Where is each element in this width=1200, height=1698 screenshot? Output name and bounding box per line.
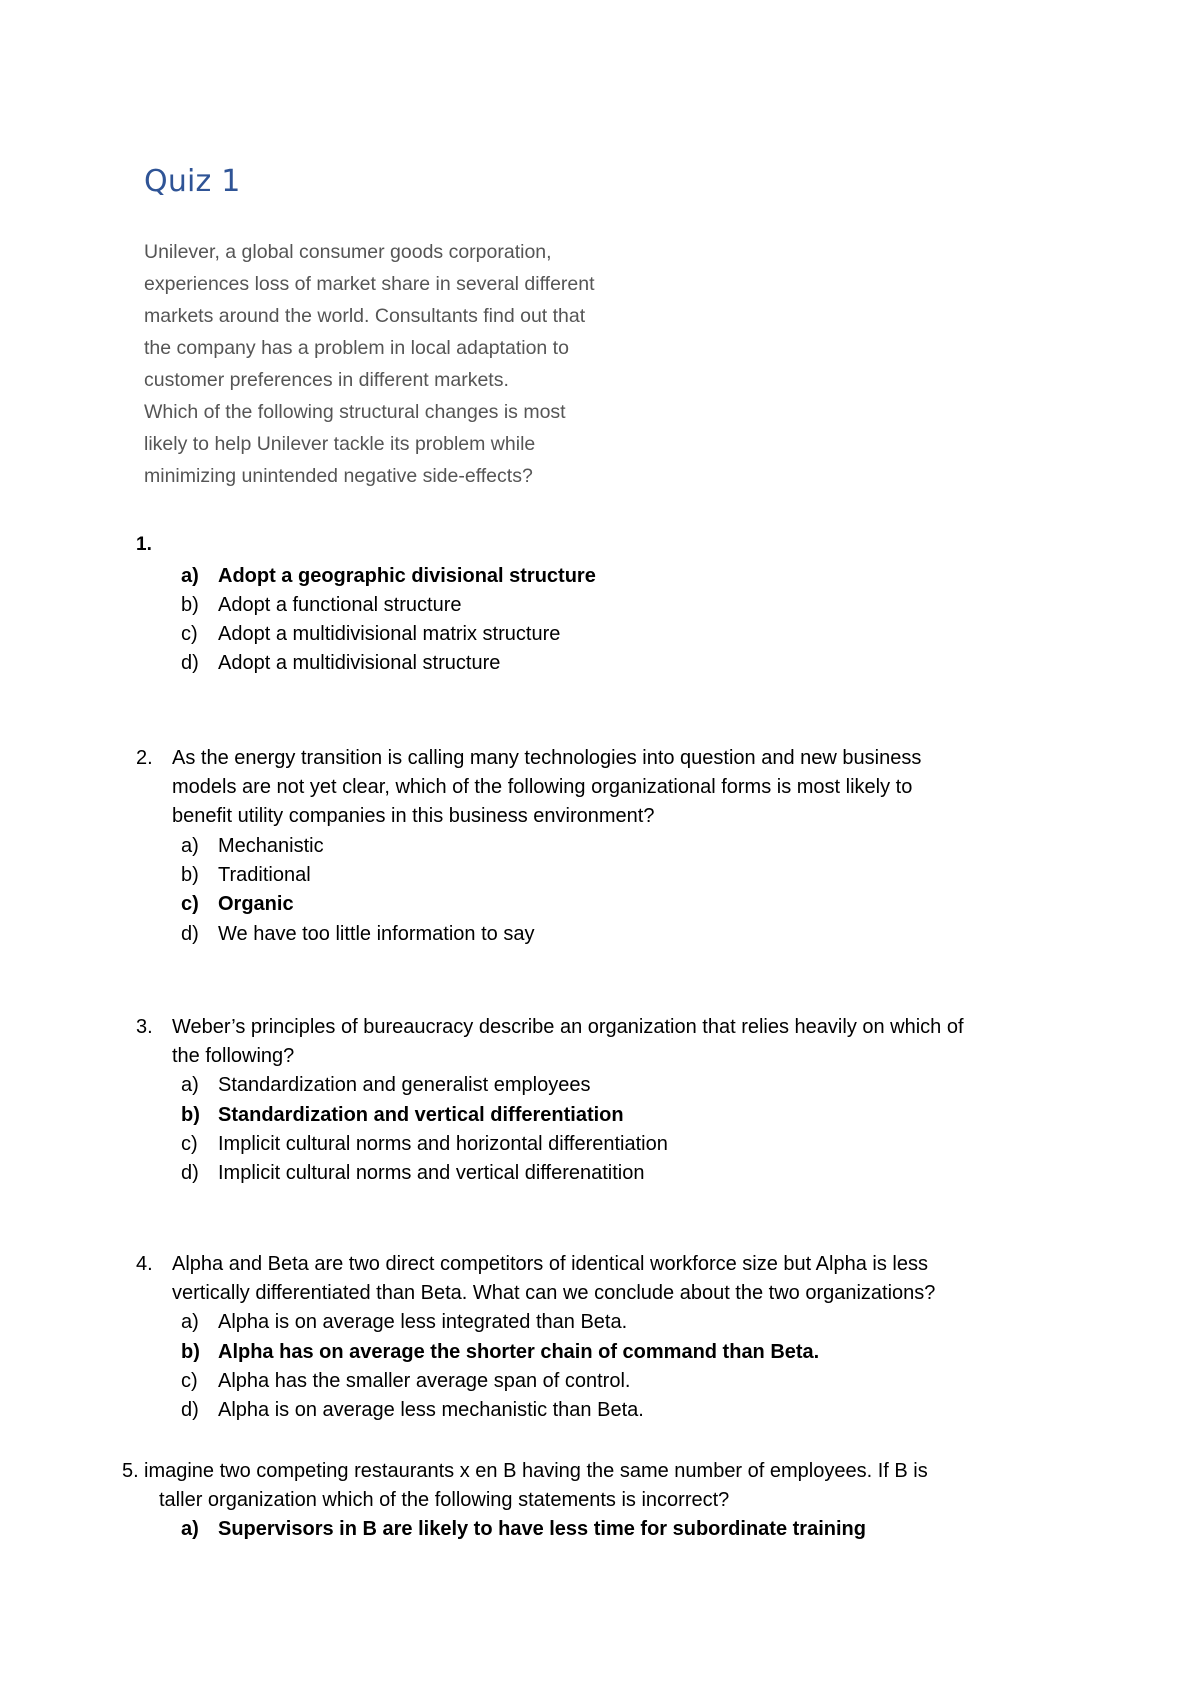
option-letter: b) bbox=[181, 864, 199, 886]
option-letter: d) bbox=[181, 1162, 199, 1184]
scenario-line: markets around the world. Consultants find out that bbox=[144, 305, 586, 327]
option-text: Adopt a multidivisional structure bbox=[218, 652, 501, 674]
option-letter: a) bbox=[181, 835, 199, 857]
question-3-line: the following? bbox=[172, 1045, 295, 1067]
question-2-line: benefit utility companies in this business environment? bbox=[172, 805, 655, 827]
option-text: Alpha has the smaller average span of control. bbox=[218, 1370, 631, 1392]
question-2-line: models are not yet clear, which of the following organizational forms is most likely to bbox=[172, 776, 913, 798]
scenario-line: minimizing unintended negative side-effects? bbox=[144, 465, 533, 487]
question-4-number: 4. bbox=[136, 1253, 153, 1275]
option-letter: b) bbox=[181, 1104, 200, 1126]
option-text: We have too little information to say bbox=[218, 923, 535, 945]
scenario-line: Which of the following structural changes is most bbox=[144, 401, 566, 423]
scenario-text bbox=[144, 236, 704, 492]
scenario-line: customer preferences in different markets. bbox=[144, 369, 509, 391]
option-text: Implicit cultural norms and horizontal differentiation bbox=[218, 1133, 668, 1155]
option-letter: a) bbox=[181, 1074, 199, 1096]
scenario-line: the company has a problem in local adaptation to bbox=[144, 337, 569, 359]
option-text: Mechanistic bbox=[218, 835, 324, 857]
page-title: Quiz 1 bbox=[144, 164, 241, 199]
option-letter: a) bbox=[181, 565, 199, 587]
option-text: Standardization and generalist employees bbox=[218, 1074, 591, 1096]
option-text: Adopt a functional structure bbox=[218, 594, 462, 616]
option-text: Alpha is on average less mechanistic than Beta. bbox=[218, 1399, 644, 1421]
option-text: Standardization and vertical differentiation bbox=[218, 1104, 624, 1126]
question-4-line: vertically differentiated than Beta. What can we conclude about the two organizations? bbox=[172, 1282, 936, 1304]
option-text: Traditional bbox=[218, 864, 311, 886]
option-letter: c) bbox=[181, 893, 199, 915]
question-1-number: 1. bbox=[136, 534, 152, 555]
option-letter: a) bbox=[181, 1518, 199, 1540]
option-letter: b) bbox=[181, 594, 199, 616]
scenario-line: likely to help Unilever tackle its problem while bbox=[144, 433, 536, 455]
option-text: Organic bbox=[218, 893, 294, 915]
scenario-line: Unilever, a global consumer goods corporation, bbox=[144, 241, 552, 263]
option-letter: c) bbox=[181, 1133, 198, 1155]
question-3-line: Weber’s principles of bureaucracy describe an organization that relies heavily on which of bbox=[172, 1016, 964, 1038]
option-letter: c) bbox=[181, 623, 198, 645]
option-text: Alpha has on average the shorter chain of command than Beta. bbox=[218, 1341, 820, 1363]
question-2-number: 2. bbox=[136, 747, 153, 769]
question-3-number: 3. bbox=[136, 1016, 153, 1038]
question-5-number: 5. bbox=[122, 1460, 139, 1482]
option-text: Supervisors in B are likely to have less time for subordinate training bbox=[218, 1518, 866, 1540]
option-text: Implicit cultural norms and vertical differenatition bbox=[218, 1162, 645, 1184]
scenario-line: experiences loss of market share in several different bbox=[144, 273, 595, 295]
option-text: Adopt a geographic divisional structure bbox=[218, 565, 596, 587]
option-letter: a) bbox=[181, 1311, 199, 1333]
option-letter: d) bbox=[181, 652, 199, 674]
question-5-line: taller organization which of the following statements is incorrect? bbox=[159, 1489, 730, 1511]
question-5-line: imagine two competing restaurants x en B having the same number of employees. If B is bbox=[144, 1460, 928, 1482]
option-letter: d) bbox=[181, 1399, 199, 1421]
option-text: Alpha is on average less integrated than Beta. bbox=[218, 1311, 628, 1333]
question-4-line: Alpha and Beta are two direct competitors of identical workforce size but Alpha is less bbox=[172, 1253, 928, 1275]
option-letter: d) bbox=[181, 923, 199, 945]
question-2-line: As the energy transition is calling many technologies into question and new business bbox=[172, 747, 922, 769]
option-letter: b) bbox=[181, 1341, 200, 1363]
option-letter: c) bbox=[181, 1370, 198, 1392]
option-text: Adopt a multidivisional matrix structure bbox=[218, 623, 561, 645]
